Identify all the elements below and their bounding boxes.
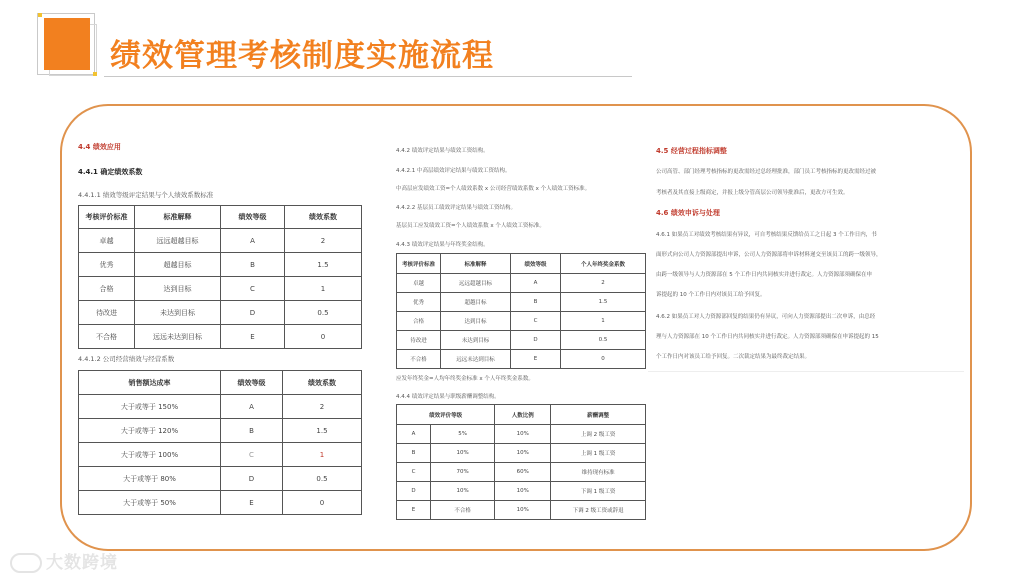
paragraph-line: 4.6.2 如果员工对人力资源部回复的结果仍有异议，可向人力资源部提出二次申诉，由总经 [656, 314, 876, 320]
year-end-bonus-table [396, 253, 646, 369]
subsection-heading: 4.4.4 绩效评定结果与职级薪酬调整结构。 [396, 394, 500, 400]
table-cell: 大于或等于 100% [79, 443, 221, 467]
table-cell: C [221, 443, 283, 467]
table-cell: E [221, 325, 285, 349]
table-header: 人数比例 [495, 405, 551, 425]
table-header: 个人年终奖金系数 [561, 254, 646, 274]
table-cell: 60% [495, 463, 551, 482]
table-cell: A [511, 274, 561, 293]
section-heading: 4.4 绩效应用 [78, 143, 121, 151]
table-cell: 下调 2 级工资或辞退 [551, 501, 646, 520]
table-cell: 1 [283, 443, 362, 467]
table-cell: D [221, 467, 283, 491]
table-cell: 5% [431, 425, 495, 444]
subsection-heading: 4.4.2 绩效评定结果与绩效工资结构。 [396, 148, 489, 154]
table-row [397, 501, 646, 520]
table-cell: 未达到目标 [135, 301, 221, 325]
title-deco-square [44, 18, 90, 70]
performance-coefficient-table [78, 205, 362, 349]
table-cell: 10% [495, 425, 551, 444]
business-coefficient-table [78, 370, 362, 515]
table-cell: A [397, 425, 431, 444]
table-cell: 大于或等于 80% [79, 467, 221, 491]
table-cell: B [221, 419, 283, 443]
table-cell: 1.5 [283, 419, 362, 443]
table-cell: 远远超越目标 [441, 274, 511, 293]
subsection-heading: 4.4.1.2 公司经营绩效与经营系数 [78, 355, 175, 363]
table-cell: 大于或等于 120% [79, 419, 221, 443]
table-header: 考核评价标准 [79, 206, 135, 229]
table-cell: E [221, 491, 283, 515]
table-cell: 大于或等于 50% [79, 491, 221, 515]
table-cell: 待改进 [397, 331, 441, 350]
table-cell: A [221, 395, 283, 419]
table-row [79, 253, 362, 277]
table-cell: 超越目标 [441, 293, 511, 312]
subsection-heading: 4.4.3 绩效评定结果与年终奖金结构。 [396, 242, 489, 248]
section-heading: 4.4.1 确定绩效系数 [78, 168, 143, 176]
table-cell: 未达到目标 [441, 331, 511, 350]
table-cell: 1.5 [285, 253, 362, 277]
subsection-heading: 4.4.1.1 绩效等级评定结果与个人绩效系数标准 [78, 191, 214, 199]
watermark [10, 548, 118, 573]
paragraph-line: 公司高管、部门经理考核指标的更改需经过总经理批准，部门员工考核指标的更改需经过被 [656, 169, 877, 175]
table-cell: 达到目标 [441, 312, 511, 331]
page-title: 绩效管理考核制度实施流程 [110, 38, 494, 74]
table-row [79, 419, 362, 443]
table-cell: D [397, 482, 431, 501]
table-cell: 待改进 [79, 301, 135, 325]
table-header: 绩效评价等级 [397, 405, 495, 425]
subsection-heading: 4.4.2.2 基层员工绩效评定结果与绩效工资结构。 [396, 205, 516, 211]
paragraph-line: 考核者及其直接上级商定，并报上级分管高层公司领导批准后，更改方可生效。 [656, 190, 849, 196]
paragraph-line: 面形式向公司人力资源部提出申诉，公司人力资源部将申诉材料递交至该员工的跨一级领导， [656, 252, 882, 258]
document-right-column [648, 132, 964, 372]
table-cell: B [221, 253, 285, 277]
table-cell: 70% [431, 463, 495, 482]
paragraph-line: 诉提起的 10 个工作日内对该员工给予回复。 [656, 292, 766, 298]
table-cell: C [397, 463, 431, 482]
table-cell: 下调 1 级工资 [551, 482, 646, 501]
table-cell: 0 [285, 325, 362, 349]
formula-text: 中高层应发绩效工资=个人绩效系数 x 公司经营绩效系数 x 个人绩效工资标准。 [396, 186, 591, 192]
table-cell: 远远未达到目标 [135, 325, 221, 349]
table-cell: A [221, 229, 285, 253]
table-row [397, 312, 646, 331]
table-row [397, 331, 646, 350]
subsection-heading: 4.4.2.1 中高层绩效评定结果与绩效工资结构。 [396, 168, 511, 174]
table-cell: 卓越 [79, 229, 135, 253]
paragraph-line: 由跨一级领导与人力资源部在 5 个工作日内共同核实并进行裁定。人力资源部须确保在申 [656, 272, 872, 278]
table-cell: 2 [561, 274, 646, 293]
table-header: 标准解释 [135, 206, 221, 229]
table-cell: 1 [285, 277, 362, 301]
table-row [79, 325, 362, 349]
table-header: 绩效系数 [283, 371, 362, 395]
table-cell: 10% [495, 482, 551, 501]
table-cell: 合格 [79, 277, 135, 301]
table-cell: 0 [283, 491, 362, 515]
table-cell: 远远超越目标 [135, 229, 221, 253]
section-heading: 4.5 经营过程指标调整 [656, 147, 727, 155]
table-cell: 2 [283, 395, 362, 419]
table-cell: 10% [431, 444, 495, 463]
table-cell: C [511, 312, 561, 331]
table-cell: B [397, 444, 431, 463]
table-row [397, 444, 646, 463]
table-row [397, 350, 646, 369]
formula-text: 基层员工应发绩效工资=个人绩效系数 x 个人绩效工资标准。 [396, 223, 545, 229]
table-cell: 优秀 [397, 293, 441, 312]
formula-text: 应发年终奖金=人均年终奖金标准 x 个人年终奖金系数。 [396, 376, 534, 382]
section-heading: 4.6 绩效申诉与处理 [656, 209, 720, 217]
table-cell: 上调 2 级工资 [551, 425, 646, 444]
table-header: 标准解释 [441, 254, 511, 274]
table-header: 绩效等级 [221, 206, 285, 229]
table-cell: 0.5 [285, 301, 362, 325]
table-row [79, 229, 362, 253]
table-header: 薪酬调整 [551, 405, 646, 425]
table-cell: 优秀 [79, 253, 135, 277]
table-header: 绩效等级 [511, 254, 561, 274]
table-header: 绩效等级 [221, 371, 283, 395]
paragraph-line: 理与人力资源部在 10 个工作日内共同核实并进行裁定。人力资源部须确保在申诉提起的 15 [656, 334, 879, 340]
paragraph-line: 个工作日内对该员工给予回复。二次裁定结果为最终裁定结果。 [656, 354, 811, 360]
table-cell: 远远未达到目标 [441, 350, 511, 369]
table-cell: 不合格 [397, 350, 441, 369]
table-row [397, 463, 646, 482]
salary-adjustment-table [396, 404, 646, 520]
table-row [79, 395, 362, 419]
table-cell: E [397, 501, 431, 520]
watermark-logo-icon [10, 553, 42, 573]
table-cell: B [511, 293, 561, 312]
table-row [397, 482, 646, 501]
table-row [79, 443, 362, 467]
table-cell: E [511, 350, 561, 369]
table-cell: 1 [561, 312, 646, 331]
document-middle-column [372, 132, 644, 522]
table-header: 考核评价标准 [397, 254, 441, 274]
table-cell: 不合格 [431, 501, 495, 520]
table-row [397, 425, 646, 444]
table-cell: 10% [495, 501, 551, 520]
table-cell: 超越目标 [135, 253, 221, 277]
title-deco-dot [38, 13, 42, 17]
table-row [397, 293, 646, 312]
table-cell: D [221, 301, 285, 325]
table-cell: 10% [431, 482, 495, 501]
table-cell: 10% [495, 444, 551, 463]
title-deco-dot [93, 72, 97, 76]
table-cell: 不合格 [79, 325, 135, 349]
title-divider [104, 76, 632, 77]
table-cell: D [511, 331, 561, 350]
table-cell: 维持现有标准 [551, 463, 646, 482]
table-header: 绩效系数 [285, 206, 362, 229]
paragraph-line: 4.6.1 如果员工对绩效考核结果有异议，可自考核结果反馈给员工之日起 3 个工作日内，书 [656, 232, 877, 238]
table-cell: 1.5 [561, 293, 646, 312]
table-cell: 上调 1 级工资 [551, 444, 646, 463]
document-left-column [72, 132, 372, 522]
table-row [397, 274, 646, 293]
table-row [79, 467, 362, 491]
table-cell: 大于或等于 150% [79, 395, 221, 419]
table-row [79, 301, 362, 325]
table-row [79, 277, 362, 301]
table-row [79, 491, 362, 515]
table-cell: 达到目标 [135, 277, 221, 301]
table-cell: 0.5 [561, 331, 646, 350]
table-cell: C [221, 277, 285, 301]
table-cell: 0.5 [283, 467, 362, 491]
watermark-text: 大数跨境 [46, 553, 118, 573]
table-cell: 2 [285, 229, 362, 253]
table-cell: 合格 [397, 312, 441, 331]
table-cell: 0 [561, 350, 646, 369]
table-header: 销售额达成率 [79, 371, 221, 395]
table-cell: 卓越 [397, 274, 441, 293]
